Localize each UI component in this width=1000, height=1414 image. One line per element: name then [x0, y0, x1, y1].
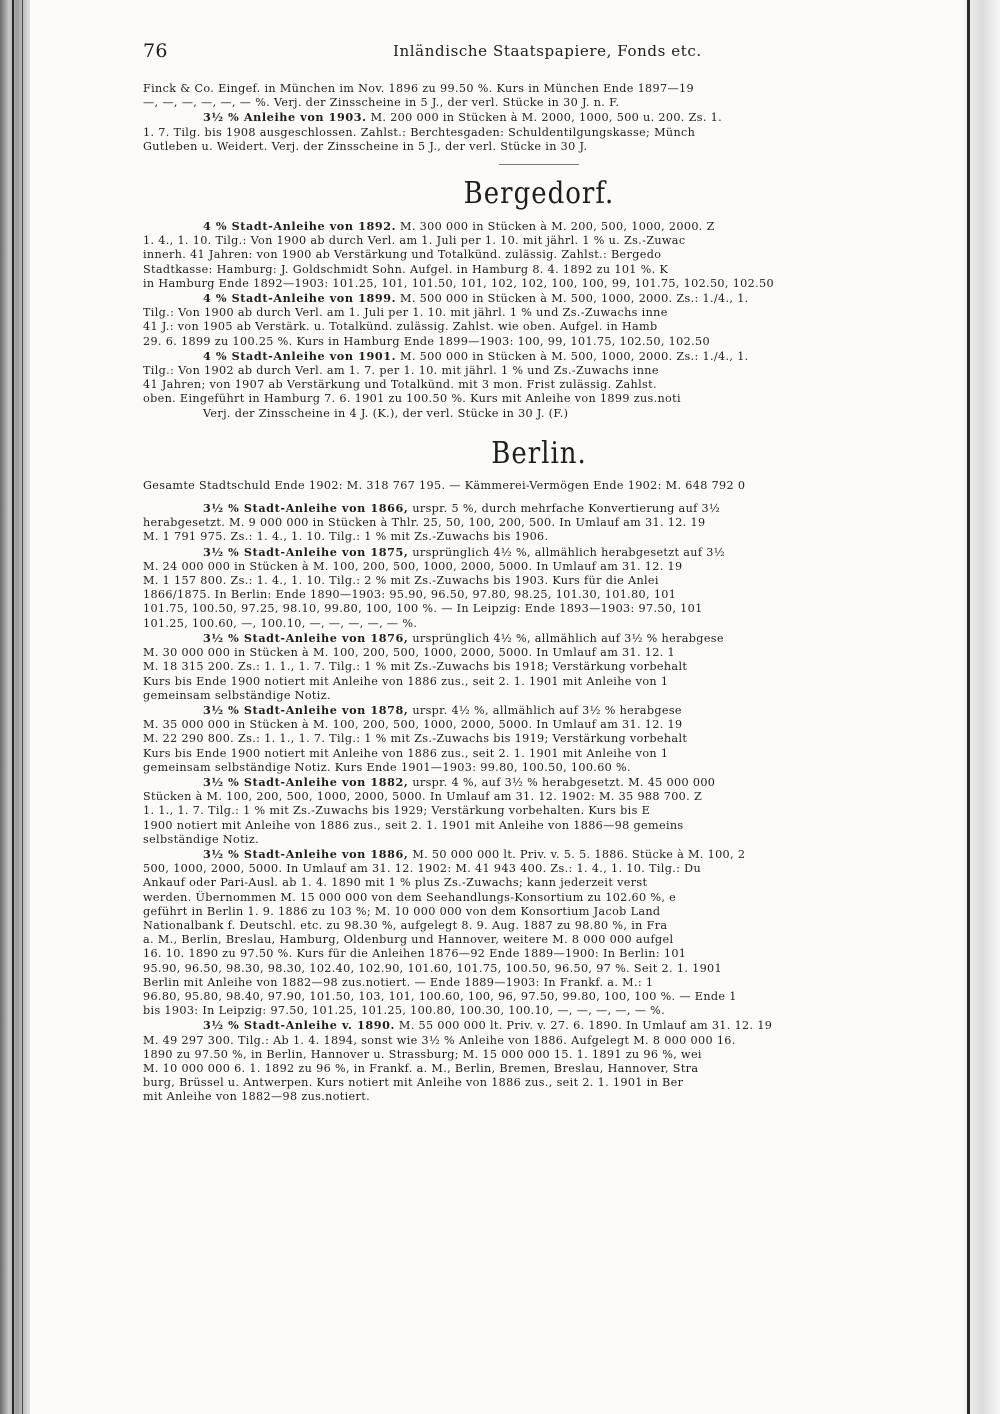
text-line: 1. 4., 1. 10. Tilg.: Von 1900 ab durch Verl. am 1. Juli per 1. 10. mit jährl. 1 % u. Zs.-Zuwac — [143, 234, 686, 248]
text-line: Kurs bis Ende 1900 notiert mit Anleihe von 1886 zus., seit 2. 1. 1901 mit Anleihe von 1 — [143, 674, 669, 688]
entry-first-line: M. 300 000 in Stücken à M. 200, 500, 1000, 2000. Z — [400, 220, 715, 234]
text-line: oben. Eingeführt in Hamburg 7. 6. 1901 zu 100.50 %. Kurs mit Anleihe von 1899 zus.noti — [143, 392, 681, 406]
text-line: selbständige Notiz. — [143, 832, 259, 846]
berlin-text — [143, 479, 935, 1105]
entry-first-line: M. 50 000 000 lt. Priv. v. 5. 5. 1886. Stücke à M. 100, 2 — [412, 847, 746, 861]
text-line: Tilg.: Von 1902 ab durch Verl. am 1. 7. per 1. 10. mit jährl. 1 % und Zs.-Zuwachs inne — [143, 364, 659, 378]
text-line: M. 49 297 300. Tilg.: Ab 1. 4. 1894, sonst wie 3½ % Anleihe von 1886. Aufgelegt M. 8 000 000 16. — [143, 1033, 736, 1047]
text-line: M. 10 000 000 6. 1. 1892 zu 96 %, in Frankf. a. M., Berlin, Bremen, Breslau, Hannover, Stra — [143, 1061, 699, 1075]
text-line: 101.25, 100.60, —, 100.10, —, —, —, —, — %. — [143, 616, 418, 630]
page-content — [143, 36, 935, 1105]
entry-lead: 4 % Stadt-Anleihe von 1901. — [203, 348, 397, 363]
running-title: Inländische Staatspapiere, Fonds etc. — [393, 42, 702, 60]
entry-heading — [143, 110, 935, 125]
entry-lead: 3½ % Stadt-Anleihe von 1876, — [203, 630, 409, 645]
text-line: Gutleben u. Weidert. Verj. der Zinsscheine in 5 J., der verl. Stücke in 30 J. — [143, 139, 588, 153]
text-line: M. 1 791 975. Zs.: 1. 4., 1. 10. Tilg.: 1 % mit Zs.-Zuwachs bis 1906. — [143, 530, 549, 544]
text-line: burg, Brüssel u. Antwerpen. Kurs notiert mit Anleihe von 1886 zus., seit 2. 1. 1901 in Ber — [143, 1076, 684, 1090]
entry-lead: 3½ % Anleihe von 1903. — [203, 110, 367, 125]
text-line: 95.90, 96.50, 98.30, 98.30, 102.40, 102.90, 101.60, 101.75, 100.50, 96.50, 97 %. Seit 2. 1. 1901 — [143, 961, 722, 975]
entry-heading — [143, 349, 935, 364]
text-line: M. 35 000 000 in Stücken à M. 100, 200, 500, 1000, 2000, 5000. In Umlauf am 31. 12. 19 — [143, 718, 683, 732]
text-line: 500, 1000, 2000, 5000. In Umlauf am 31. 12. 1902: M. 41 943 400. Zs.: 1. 4., 1. 10. Tilg.: Du — [143, 862, 702, 876]
entry-heading — [143, 219, 935, 234]
entry-lead: 4 % Stadt-Anleihe von 1899. — [203, 291, 397, 306]
text-line: herabgesetzt. M. 9 000 000 in Stücken à Thlr. 25, 50, 100, 200, 500. In Umlauf am 31. 12. 19 — [143, 516, 706, 530]
text-line: M. 1 157 800. Zs.: 1. 4., 1. 10. Tilg.: 2 % mit Zs.-Zuwachs bis 1903. Kurs für die Anlei — [143, 574, 659, 588]
page-number: 76 — [143, 40, 168, 62]
text-line: 1866/1875. In Berlin: Ende 1890—1903: 95.90, 96.50, 97.80, 98.25, 101.30, 101.80, 101 — [143, 588, 677, 602]
entry-heading — [143, 631, 935, 646]
entry-heading — [143, 1018, 935, 1033]
text-line: M. 22 290 800. Zs.: 1. 1., 1. 7. Tilg.: 1 % mit Zs.-Zuwachs bis 1919; Verstärkung vorbehalt — [143, 732, 688, 746]
entry-heading — [143, 775, 935, 790]
page-edge-rule — [967, 0, 970, 1414]
entry-first-line: ursprünglich 4½ %, allmählich herabgesetzt auf 3½ — [412, 545, 725, 559]
text-line: 1890 zu 97.50 %, in Berlin, Hannover u. Strassburg; M. 15 000 000 15. 1. 1891 zu 96 %, wei — [143, 1047, 702, 1061]
text-line: Stücken à M. 100, 200, 500, 1000, 2000, 5000. In Umlauf am 31. 12. 1902: M. 35 988 700. Z — [143, 790, 703, 804]
spine-line — [12, 0, 14, 1414]
entry-first-line: M. 500 000 in Stücken à M. 500, 1000, 2000. Zs.: 1./4., 1. — [400, 349, 749, 363]
book-spine-shadow — [0, 0, 30, 1414]
running-head — [143, 36, 935, 66]
text-line: innerh. 41 Jahren: von 1900 ab Verstärkung und Totalkünd. zulässig. Zahlst.: Bergedo — [143, 248, 662, 262]
text-line: gemeinsam selbständige Notiz. — [143, 688, 331, 702]
entry-first-line: ursprünglich 4½ %, allmählich auf 3½ % herabgese — [412, 631, 724, 645]
intro-text — [143, 82, 935, 154]
entry-heading — [143, 501, 935, 516]
text-line: 101.75, 100.50, 97.25, 98.10, 99.80, 100, 100 %. — In Leipzig: Ende 1893—1903: 97.50, 101 — [143, 602, 703, 616]
text-line: mit Anleihe von 1882—98 zus.notiert. — [143, 1090, 370, 1104]
entry-lead: 3½ % Stadt-Anleihe von 1875, — [203, 544, 409, 559]
section-title-berlin: Berlin. — [491, 436, 587, 472]
text-line: in Hamburg Ende 1892—1903: 101.25, 101, 101.50, 101, 102, 102, 100, 100, 99, 101.75, 102.50, 102.50 — [143, 276, 774, 290]
entry-first-line: urspr. 4½ %, allmählich auf 3½ % herabgese — [412, 703, 682, 717]
entry-first-line: urspr. 5 %, durch mehrfache Konvertierung auf 3½ — [412, 502, 721, 516]
spine-line — [22, 0, 23, 1414]
entry-lead: 3½ % Stadt-Anleihe von 1878, — [203, 702, 409, 717]
text-line: Finck & Co. Eingef. in München im Nov. 1896 zu 99.50 %. Kurs in München Ende 1897—19 — [143, 82, 694, 95]
text-line: 41 Jahren; von 1907 ab Verstärkung und Totalkünd. mit 3 mon. Frist zulässig. Zahlst. — [143, 378, 657, 392]
text-line: Stadtkasse: Hamburg: J. Goldschmidt Sohn. Aufgel. in Hamburg 8. 4. 1892 zu 101 %. K — [143, 262, 669, 276]
text-line: Nationalbank f. Deutschl. etc. zu 98.30 %, aufgelegt 8. 9. Aug. 1887 zu 98.80 %, in Fra — [143, 918, 668, 932]
berlin-summary: Gesamte Stadtschuld Ende 1902: M. 318 767 195. — Kämmerei-Vermögen Ende 1902: M. 648 792 0 — [143, 478, 746, 492]
text-line: 96.80, 95.80, 98.40, 97.90, 101.50, 103, 101, 100.60, 100, 96, 97.50, 99.80, 100, 100 %. — Ende 1 — [143, 989, 737, 1003]
text-line: 1. 1., 1. 7. Tilg.: 1 % mit Zs.-Zuwachs bis 1929; Verstärkung vorbehalten. Kurs bis E — [143, 804, 651, 818]
text-line: Kurs bis Ende 1900 notiert mit Anleihe von 1886 zus., seit 2. 1. 1901 mit Anleihe von 1 — [143, 746, 669, 760]
section-title-bergedorf: Bergedorf. — [463, 176, 615, 212]
entry-lead: 3½ % Stadt-Anleihe von 1866, — [203, 501, 409, 516]
entry-heading — [143, 847, 935, 862]
text-line: bis 1903: In Leipzig: 97.50, 101.25, 101.25, 100.80, 100.30, 100.10, —, —, —, —, — %. — [143, 1004, 666, 1018]
entry-first-line: M. 55 000 000 lt. Priv. v. 27. 6. 1890. In Umlauf am 31. 12. 19 — [398, 1019, 773, 1033]
text-line: M. 24 000 000 in Stücken à M. 100, 200, 500, 1000, 2000, 5000. In Umlauf am 31. 12. 19 — [143, 559, 683, 573]
text-line: Tilg.: Von 1900 ab durch Verl. am 1. Juli per 1. 10. mit jährl. 1 % und Zs.-Zuwachs inne — [143, 306, 668, 320]
bergedorf-text — [143, 219, 935, 421]
text-line: 29. 6. 1899 zu 100.25 %. Kurs in Hamburg Ende 1899—1903: 100, 99, 101.75, 102.50, 102.50 — [143, 334, 710, 348]
text-line: Berlin mit Anleihe von 1882—98 zus.notiert. — Ende 1889—1903: In Frankf. a. M.: 1 — [143, 975, 654, 989]
entry-heading — [143, 703, 935, 718]
text-line: 16. 10. 1890 zu 97.50 %. Kurs für die Anleihen 1876—92 Ende 1889—1900: In Berlin: 101 — [143, 947, 687, 961]
entry-first-line: M. 200 000 in Stücken à M. 2000, 1000, 500 u. 200. Zs. 1. — [370, 111, 723, 125]
entry-first-line: urspr. 4 %, auf 3½ % herabgesetzt. M. 45 000 000 — [412, 775, 716, 789]
text-line: gemeinsam selbständige Notiz. Kurs Ende 1901—1903: 99.80, 100.50, 100.60 %. — [143, 760, 631, 774]
entry-first-line: M. 500 000 in Stücken à M. 500, 1000, 2000. Zs.: 1./4., 1. — [400, 292, 749, 306]
entry-heading — [143, 545, 935, 560]
entry-lead: 3½ % Stadt-Anleihe von 1886, — [203, 846, 409, 861]
entry-heading — [143, 291, 935, 306]
entry-lead: 3½ % Stadt-Anleihe v. 1890. — [203, 1018, 395, 1033]
text-line: M. 30 000 000 in Stücken à M. 100, 200, 500, 1000, 2000, 5000. In Umlauf am 31. 12. 1 — [143, 646, 676, 660]
text-line: 41 J.: von 1905 ab Verstärk. u. Totalkünd. zulässig. Zahlst. wie oben. Aufgel. in Hamb — [143, 320, 658, 334]
text-line: 1. 7. Tilg. bis 1908 ausgeschlossen. Zahlst.: Berchtesgaden: Schuldentilgungskasse; Münch — [143, 125, 696, 139]
text-line: werden. Übernommen M. 15 000 000 von dem Seehandlungs-Konsortium zu 102.60 %, e — [143, 890, 677, 904]
text-line: 1900 notiert mit Anleihe von 1886 zus., seit 2. 1. 1901 mit Anleihe von 1886—98 gemeins — [143, 818, 684, 832]
text-line: M. 18 315 200. Zs.: 1. 1., 1. 7. Tilg.: 1 % mit Zs.-Zuwachs bis 1918; Verstärkung vorbehalt — [143, 660, 688, 674]
entry-lead: 3½ % Stadt-Anleihe von 1882, — [203, 774, 409, 789]
text-line: a. M., Berlin, Breslau, Hamburg, Oldenburg und Hannover, weitere M. 8 000 000 aufgel — [143, 933, 674, 947]
entry-lead: 4 % Stadt-Anleihe von 1892. — [203, 219, 397, 234]
text-line: —, —, —, —, —, — %. Verj. der Zinsscheine in 5 J., der verl. Stücke in 30 J. n. F. — [143, 96, 620, 110]
separator-rule — [499, 164, 579, 165]
text-line: geführt in Berlin 1. 9. 1886 zu 103 %; M. 10 000 000 von dem Konsortium Jacob Land — [143, 904, 661, 918]
text-line: Ankauf oder Pari-Ausl. ab 1. 4. 1890 mit 1 % plus Zs.-Zuwachs; kann jederzeit verst — [143, 876, 648, 890]
text-line: Verj. der Zinsscheine in 4 J. (K.), der verl. Stücke in 30 J. (F.) — [203, 406, 569, 420]
